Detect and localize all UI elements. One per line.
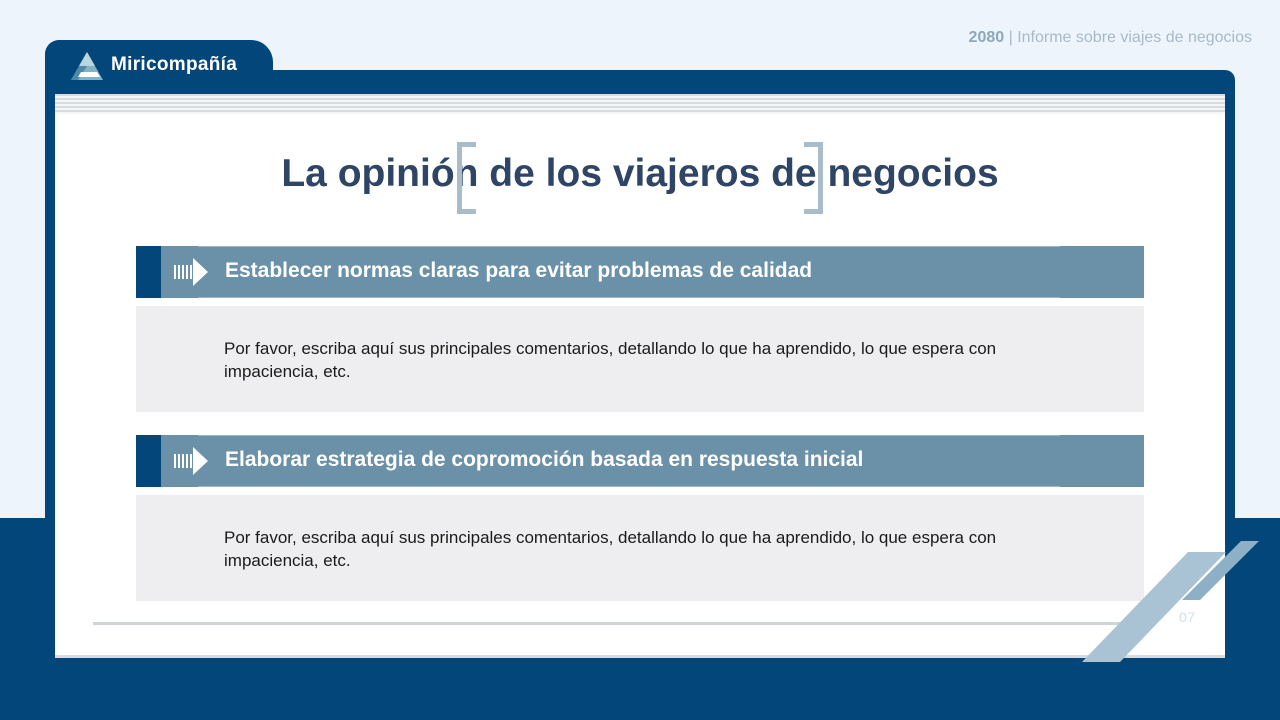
left-bracket-decoration — [457, 142, 476, 214]
footer-divider — [93, 622, 1123, 625]
chevron-arrow-icon — [174, 257, 210, 287]
bar-highlight — [198, 435, 1060, 436]
triangle-logo-icon — [70, 51, 104, 81]
page-number: 07 — [1179, 609, 1196, 625]
comment-text: Por favor, escriba aquí sus principales comentarios, detallando lo que ha aprendido, lo que espera con impaciencia, etc. — [224, 528, 997, 570]
brand-tab — [45, 40, 273, 88]
section-heading: Elaborar estrategia de copromoción basada en respuesta inicial — [225, 448, 864, 471]
header-stripes — [55, 94, 1225, 114]
heading-accent — [136, 435, 161, 487]
comment-text: Por favor, escriba aquí sus principales comentarios, detallando lo que ha aprendido, lo que espera con impaciencia, etc. — [224, 339, 997, 381]
comment-box — [136, 306, 1144, 412]
page-title: La opinión de los viajeros de negocios — [281, 152, 999, 195]
bar-highlight — [198, 297, 1060, 298]
diagonal-stripes-decoration — [1078, 538, 1268, 662]
heading-accent — [136, 246, 161, 298]
header-separator: | — [1008, 29, 1013, 46]
brand-name: Miricompañía — [111, 54, 238, 75]
section-heading-bar — [136, 435, 1144, 487]
comment-box — [136, 495, 1144, 601]
bar-highlight — [198, 246, 1060, 247]
right-bracket-decoration — [804, 142, 823, 214]
panel-bottom-edge — [55, 655, 1225, 658]
report-year: 2080 — [968, 29, 1005, 46]
report-title: Informe sobre viajes de negocios — [1017, 29, 1252, 46]
section-heading: Establecer normas claras para evitar problemas de calidad — [225, 259, 813, 282]
section-heading-bar — [136, 246, 1144, 298]
chevron-arrow-icon — [174, 446, 210, 476]
report-header — [969, 29, 1252, 47]
bar-highlight — [198, 486, 1060, 487]
